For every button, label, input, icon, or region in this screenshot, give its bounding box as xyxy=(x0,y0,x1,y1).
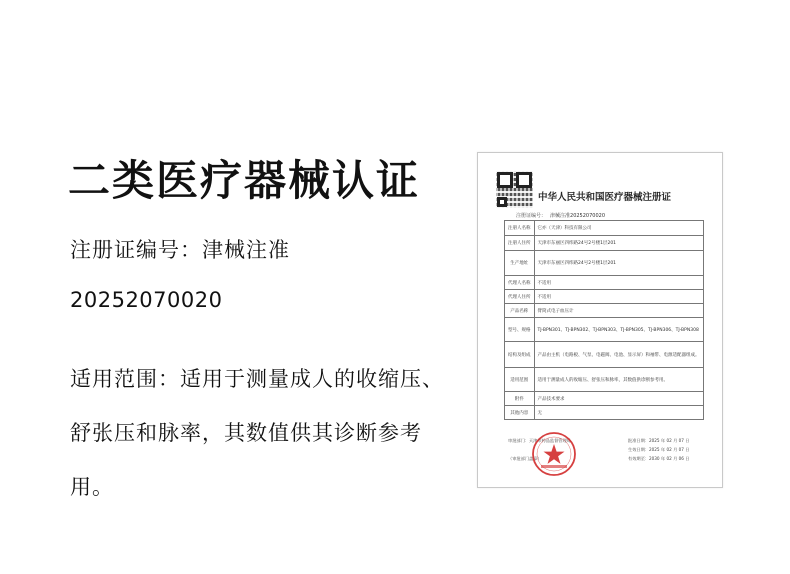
row-key: 注册人名称 xyxy=(505,221,535,236)
date-line: 有效期至：2030 年 02 月 06 日 xyxy=(628,456,690,461)
row-value: 适用于测量成人的收缩压、舒张压和脉率，其数值供诊断参考用。 xyxy=(534,368,703,392)
row-key: 产品名称 xyxy=(505,304,535,318)
issuer-line: 审批部门：天津市药品监督管理局 xyxy=(508,438,571,443)
table-row xyxy=(505,406,704,420)
table-row xyxy=(505,290,704,304)
official-seal-icon xyxy=(531,431,577,477)
row-key: 适用范围 xyxy=(505,368,535,392)
table-row xyxy=(505,236,704,251)
qr-code-icon xyxy=(496,171,533,208)
certificate-number-line xyxy=(516,212,605,219)
scope-description: 适用范围：适用于测量成人的收缩压、舒张压和脉率，其数值供其诊断参考用。 xyxy=(70,367,444,499)
row-key: 附件 xyxy=(505,392,535,406)
certificate-table xyxy=(504,220,704,420)
table-row xyxy=(505,221,704,236)
row-value: 臂筒式电子血压计 xyxy=(534,304,703,318)
table-row xyxy=(505,342,704,368)
page-heading: 二类医疗器械认证 xyxy=(68,156,421,205)
registration-label: 注册证编号：津械注准 xyxy=(70,238,290,262)
date-block xyxy=(628,436,689,463)
table-row xyxy=(505,251,704,276)
certificate-number-value: 津械注准20252070020 xyxy=(550,213,606,219)
row-value: TJ-BPN301、TJ-BPN302、TJ-BPN303、TJ-BPN305、TJ-BPN306、TJ-BPN308 xyxy=(534,318,703,342)
date-line: 批准日期：2025 年 02 月 07 日 xyxy=(628,438,690,443)
table-row xyxy=(505,304,704,318)
table-row xyxy=(505,318,704,342)
row-key: 其他内容 xyxy=(505,406,535,420)
row-value: 它亦（天津）科技有限公司 xyxy=(534,221,703,236)
date-line: 生效日期：2025 年 02 月 07 日 xyxy=(628,447,690,452)
row-key: 代理人住所 xyxy=(505,290,535,304)
row-value: 天津市东丽区四纬路24号2号楼1层201 xyxy=(534,251,703,276)
row-key: 代理人名称 xyxy=(505,276,535,290)
row-value: 产品技术要求 xyxy=(534,392,703,406)
issuer-line: （审批部门盖章） xyxy=(508,456,542,461)
registration-number: 20252070020 xyxy=(70,288,223,312)
row-value: 不适用 xyxy=(534,276,703,290)
row-key: 注册人住所 xyxy=(505,236,535,251)
row-key: 结构及组成 xyxy=(505,342,535,368)
table-row xyxy=(505,276,704,290)
row-value: 产品由主机（电路板、气泵、电磁阀、电池、显示屏）和袖带、电源适配器组成。 xyxy=(534,342,703,368)
row-value: 不适用 xyxy=(534,290,703,304)
table-row xyxy=(505,368,704,392)
row-key: 型号、规格 xyxy=(505,318,535,342)
certificate-title: 中华人民共和国医疗器械注册证 xyxy=(538,192,672,203)
table-row xyxy=(505,392,704,406)
row-value: 天津市东丽区四纬路24号2号楼1层201 xyxy=(534,236,703,251)
certificate-number-label: 注册证编号： xyxy=(516,213,547,219)
row-value: 无 xyxy=(534,406,703,420)
registration-certificate-image xyxy=(477,152,723,488)
row-key: 生产地址 xyxy=(505,251,535,276)
